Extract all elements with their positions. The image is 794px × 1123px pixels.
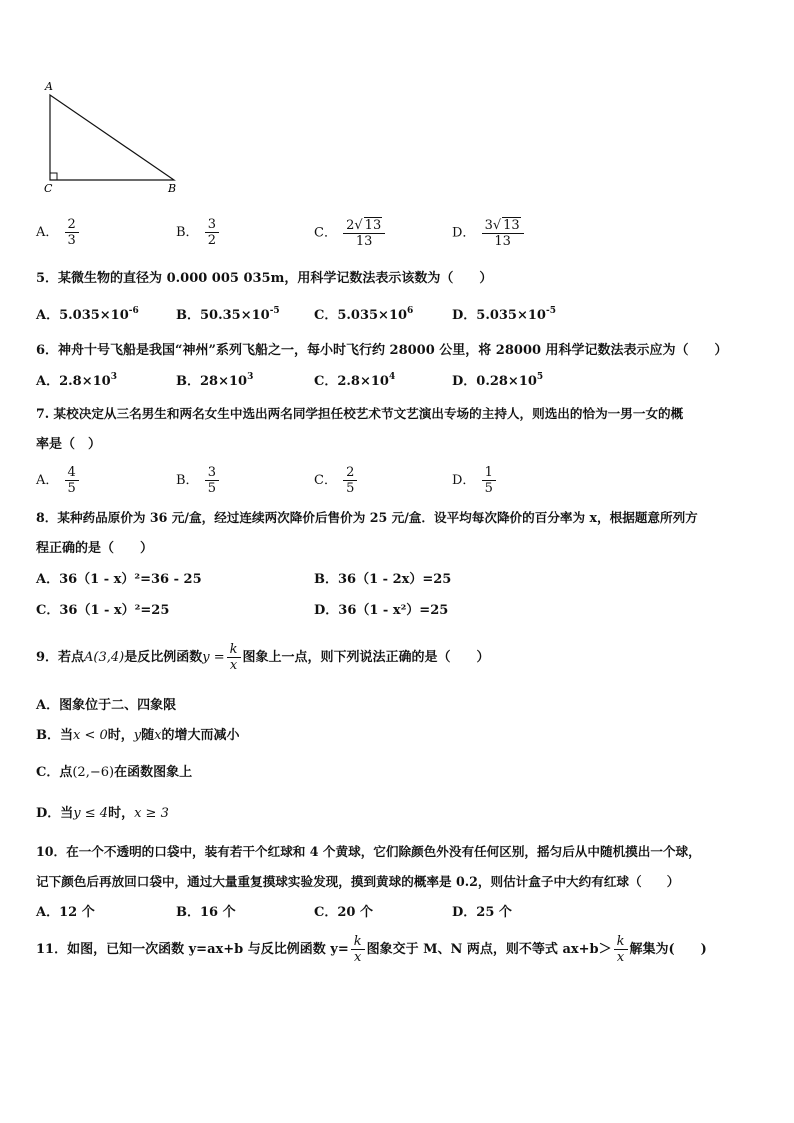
q8-stem-line2: 程正确的是（ ） <box>36 541 154 556</box>
stem-text: 解集为( ) <box>629 942 707 957</box>
numerator: 3√ 13 <box>482 217 524 234</box>
option-text: C．2.8×10 <box>314 374 389 389</box>
q8-stem-line1: 8．某种药品原价为 36 元/盒，经过连续两次降价后售价为 25 元/盒．设平均每次降价的百分率为 x，根据题意所列方 <box>36 510 698 525</box>
stem-text: 是反比例函数 <box>124 650 203 665</box>
q6-option-d[interactable] <box>452 374 543 390</box>
exponent: 3 <box>110 372 117 382</box>
q7-option-c[interactable] <box>314 465 359 496</box>
fraction <box>65 465 79 496</box>
coefficient: 2 <box>346 218 355 233</box>
denominator: x <box>616 950 625 965</box>
q10-stem-line2: 记下颜色后再放回口袋中，通过大量重复摸球实验发现，摸到黄球的概率是 0.2，则估计盒子中大约有红球（ ） <box>36 874 680 889</box>
vertex-b-label: B <box>168 182 177 195</box>
stem-text: 图象交于 M、N 两点，则不等式 ax+b＞ <box>366 942 612 957</box>
exponent: -6 <box>128 306 139 316</box>
fraction <box>482 217 524 249</box>
q6-option-a[interactable] <box>36 374 117 390</box>
q5-option-d[interactable] <box>452 308 556 324</box>
denominator: 13 <box>494 234 511 249</box>
denominator: 5 <box>346 481 355 496</box>
option-text: 时， <box>107 728 134 743</box>
option-label: A． <box>36 225 59 240</box>
q10-option-c[interactable]: C．20 个 <box>314 905 373 920</box>
option-text: D．当 <box>36 806 74 821</box>
option-text: 的增大而减小 <box>161 728 240 743</box>
q4-option-b[interactable] <box>176 217 221 248</box>
q7-stem-line2: 率是（ ） <box>36 437 102 452</box>
denominator: 5 <box>207 481 216 496</box>
stem-text: 9．若点 <box>36 650 85 665</box>
numerator: 3 <box>205 465 219 481</box>
stem-text: 11．如图，已知一次函数 y=ax+b 与反比例函数 y= <box>36 942 349 957</box>
denominator: x <box>229 658 238 673</box>
fraction <box>205 217 219 248</box>
q5-option-c[interactable] <box>314 308 413 324</box>
function-lhs: y = <box>202 650 225 665</box>
q8-option-a[interactable]: A．36（1 - x）²=36 - 25 <box>36 572 202 587</box>
exponent: -5 <box>269 306 280 316</box>
numerator: 2 <box>65 217 79 233</box>
exponent: 5 <box>536 372 544 382</box>
option-text: A．2.8×10 <box>36 374 111 389</box>
exponent: 3 <box>247 372 254 382</box>
q9-stem <box>36 641 490 675</box>
q5-option-a[interactable] <box>36 308 139 324</box>
option-text: B．28×10 <box>176 374 248 389</box>
result: x ≥ 3 <box>134 806 169 821</box>
q7-option-b[interactable] <box>176 465 221 496</box>
radicand: 13 <box>364 218 382 233</box>
option-label: B． <box>176 473 199 488</box>
option-text: D．0.28×10 <box>452 374 537 389</box>
exponent: 6 <box>407 306 414 316</box>
option-text: 在函数图象上 <box>114 765 193 780</box>
q10-stem-line1: 10．在一个不透明的口袋中，装有若干个红球和 4 个黄球，它们除颜色外没有任何区别，摇匀后从中随机摸出一个球， <box>36 844 701 859</box>
right-triangle-figure <box>38 78 188 198</box>
q7-stem-line1: 7. 某校决定从三名男生和两名女生中选出两名同学担任校艺术节文艺演出专场的主持人，则选出的恰为一男一女的概 <box>36 406 684 421</box>
q7-option-a[interactable] <box>36 465 81 496</box>
fraction <box>205 465 219 496</box>
numerator: 3 <box>205 217 219 233</box>
q10-option-b[interactable]: B．16 个 <box>176 905 236 920</box>
variable-x: x <box>154 728 162 743</box>
q9-option-c[interactable] <box>36 765 192 781</box>
q9-option-b[interactable] <box>36 728 240 744</box>
exponent: 4 <box>388 372 396 382</box>
denominator: 3 <box>67 233 76 248</box>
q9-option-d[interactable] <box>36 806 169 822</box>
option-label: C． <box>314 473 337 488</box>
numerator: 2 <box>343 465 357 481</box>
option-text: A．5.035×10 <box>36 308 129 323</box>
option-text: B．50.35×10 <box>176 308 270 323</box>
option-label: C． <box>314 225 337 241</box>
numerator: k <box>351 934 365 950</box>
q11-stem <box>36 932 707 968</box>
option-text: 时， <box>108 806 135 821</box>
q8-option-c[interactable]: C．36（1 - x）²=25 <box>36 603 170 618</box>
triangle-shape <box>50 95 174 180</box>
stem-text: 图象上一点，则下列说法正确的是（ ） <box>242 650 490 665</box>
option-label: B． <box>176 225 199 240</box>
q5-option-b[interactable] <box>176 308 280 324</box>
numerator: k <box>227 642 241 658</box>
numerator: 2√ 13 <box>343 217 385 234</box>
q6-option-c[interactable] <box>314 374 395 390</box>
q4-option-c[interactable] <box>314 217 387 249</box>
coefficient: 3 <box>484 218 493 233</box>
option-label: A． <box>36 473 59 488</box>
point-expression: A(3,4) <box>84 650 125 665</box>
exponent: -5 <box>545 306 556 316</box>
triangle-svg <box>38 78 188 198</box>
q4-option-a[interactable] <box>36 217 81 248</box>
numerator: k <box>614 934 628 950</box>
q6-stem: 6．神舟十号飞船是我国“神州”系列飞船之一，每小时飞行约 28000 公里，将 28000 用科学记数法表示应为（ ） <box>36 343 728 358</box>
point-expression: (2,−6) <box>72 765 115 780</box>
denominator: 5 <box>484 481 493 496</box>
q4-option-d[interactable] <box>452 217 526 249</box>
option-text: D．5.035×10 <box>452 308 546 323</box>
option-text: B．当 <box>36 728 73 743</box>
condition: x < 0 <box>73 728 108 743</box>
fraction <box>482 465 496 496</box>
numerator: 1 <box>482 465 496 481</box>
q10-option-a[interactable]: A．12 个 <box>36 905 95 920</box>
denominator: x <box>353 950 362 965</box>
fraction <box>343 217 385 249</box>
variable-y: y <box>133 728 142 743</box>
q7-option-d[interactable] <box>452 465 498 496</box>
radicand: 13 <box>503 218 520 233</box>
option-label: D． <box>452 225 476 241</box>
denominator: 13 <box>355 234 373 249</box>
option-text: C．点 <box>36 765 73 780</box>
vertex-c-label: C <box>44 182 53 195</box>
fraction <box>614 934 628 965</box>
option-text: 随 <box>141 728 155 743</box>
option-label: D． <box>452 473 476 488</box>
fraction <box>351 934 365 965</box>
denominator: 5 <box>67 481 76 496</box>
vertex-a-label: A <box>45 80 53 93</box>
q5-stem: 5．某微生物的直径为 0.000 005 035m，用科学记数法表示该数为（ ） <box>36 271 493 286</box>
q10-option-d[interactable]: D．25 个 <box>452 905 512 920</box>
option-text: C．5.035×10 <box>314 308 408 323</box>
q8-option-b[interactable]: B．36（1 - 2x）=25 <box>314 572 452 587</box>
q9-option-a[interactable]: A．图象位于二、四象限 <box>36 698 177 713</box>
denominator: 2 <box>207 233 216 248</box>
q6-option-b[interactable] <box>176 374 253 390</box>
fraction <box>65 217 79 248</box>
right-angle-mark <box>50 173 57 180</box>
numerator: 4 <box>65 465 79 481</box>
q8-option-d[interactable]: D．36（1 - x²）=25 <box>314 603 449 618</box>
function-fraction <box>227 642 241 673</box>
condition: y ≤ 4 <box>73 806 109 821</box>
fraction <box>343 465 357 496</box>
